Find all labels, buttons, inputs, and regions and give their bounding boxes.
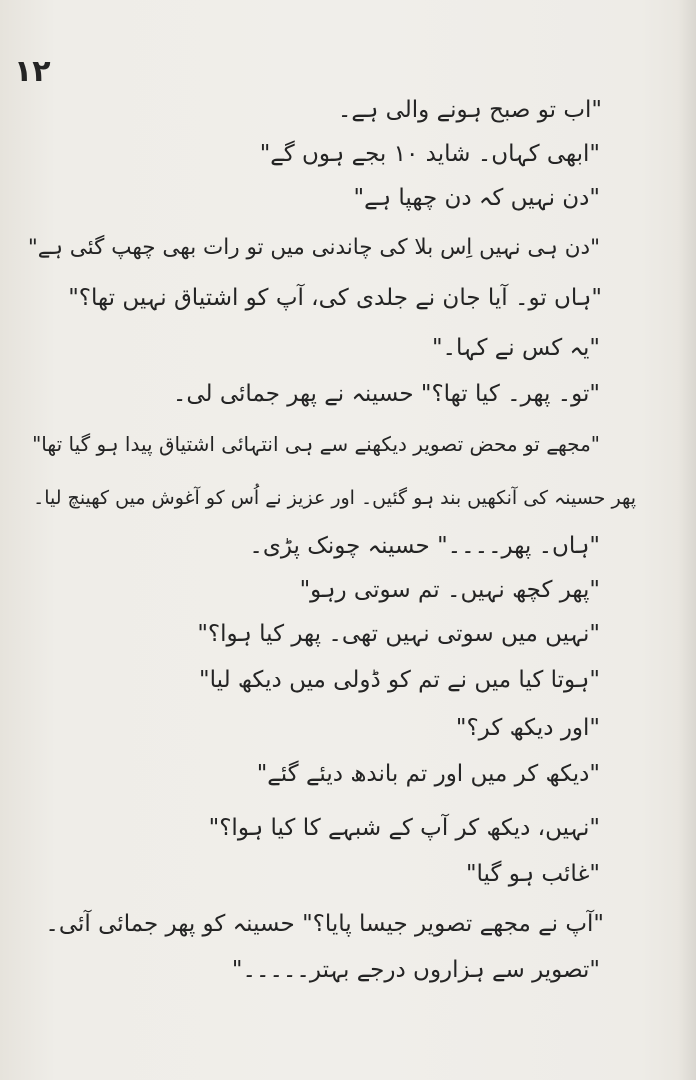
text-line: "مجھے تو محض تصویر دیکھنے سے ہی انتہائی اشتیاق پیدا ہو گیا تھا": [32, 432, 600, 456]
text-line: "اب تو صبح ہونے والی ہے۔: [337, 97, 602, 123]
page-number: ۱۲: [14, 54, 51, 89]
text-line: "ہوتا کیا میں نے تم کو ڈولی میں دیکھ لیا": [199, 667, 600, 693]
text-line: "ہاں۔ پھر۔۔۔۔" حسینہ چونک پڑی۔: [249, 533, 600, 559]
text-line: "ہاں تو۔ آیا جان نے جلدی کی، آپ کو اشتیاق نہیں تھا؟": [68, 285, 602, 311]
text-line: "پھر کچھ نہیں۔ تم سوتی رہو": [299, 577, 600, 603]
text-line: "غائب ہو گیا": [465, 861, 600, 887]
text-line: "نہیں، دیکھ کر آپ کے شبہے کا کیا ہوا؟": [208, 815, 600, 841]
text-line: "نہیں میں سوتی نہیں تھی۔ پھر کیا ہوا؟": [197, 621, 600, 647]
text-line: "دن نہیں کہ دن چھپا ہے": [353, 185, 600, 211]
text-line: "دن ہی نہیں اِس بلا کی چاندنی میں تو رات بھی چھپ گئی ہے": [27, 235, 600, 260]
text-line: "یہ کس نے کہا۔": [431, 335, 600, 361]
text-line: "آپ نے مجھے تصویر جیسا پایا؟" حسینہ کو پھر جمائی آئی۔: [45, 911, 604, 937]
text-line: "دیکھ کر میں اور تم باندھ دیئے گئے": [256, 761, 600, 787]
text-line: پھر حسینہ کی آنکھیں بند ہو گئیں۔ اور عزیز نے اُس کو آغوش میں کھینچ لیا۔: [33, 487, 636, 509]
text-line: "اور دیکھ کر؟": [455, 715, 600, 741]
text-line: "تصویر سے ہزاروں درجے بہتر۔۔۔۔۔": [231, 957, 600, 983]
text-line: "تو۔ پھر۔ کیا تھا؟" حسینہ نے پھر جمائی لی۔: [172, 381, 600, 407]
text-line: "ابھی کہاں۔ شاید ۱۰ بجے ہوں گے": [259, 141, 600, 167]
